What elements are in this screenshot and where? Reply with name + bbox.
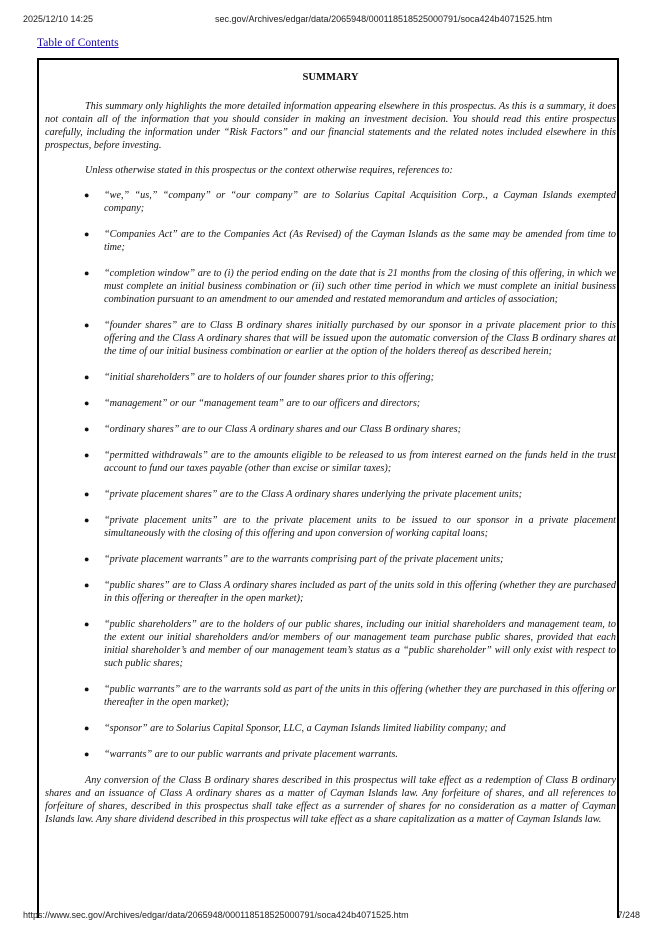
bullet-icon: ●	[84, 723, 90, 733]
definition-item	[45, 449, 616, 475]
page-number: 7/248	[617, 910, 640, 920]
definition-item	[45, 423, 616, 436]
bullet-icon: ●	[84, 268, 90, 278]
summary-section	[45, 68, 616, 838]
definition-text: “ordinary shares” are to our Class A ordinary shares and our Class B ordinary shares;	[104, 424, 461, 435]
bullet-icon: ●	[84, 749, 90, 759]
print-footer	[0, 910, 662, 924]
bullet-icon: ●	[84, 619, 90, 629]
bullet-icon: ●	[84, 580, 90, 590]
definition-text: “initial shareholders” are to holders of our founder shares prior to this offering;	[104, 372, 434, 383]
definition-item	[45, 267, 616, 306]
definition-text: “sponsor” are to Solarius Capital Sponsor, LLC, a Cayman Islands limited liability company; and	[104, 723, 506, 734]
print-header-url: sec.gov/Archives/edgar/data/2065948/000118518525000791/soca424b4071525.htm	[215, 14, 553, 24]
bullet-icon: ●	[84, 489, 90, 499]
bullet-icon: ●	[84, 515, 90, 525]
definition-item	[45, 514, 616, 540]
definition-text: “private placement shares” are to the Class A ordinary shares underlying the private placement units;	[104, 489, 523, 500]
print-datetime: 2025/12/10 14:25	[23, 14, 94, 24]
definition-text: “private placement warrants” are to the warrants comprising part of the private placement units;	[104, 554, 504, 565]
definition-text: “public warrants” are to the warrants sold as part of the units in this offering (whether they are purchased in this offering or thereafter in the open market);	[104, 684, 616, 708]
definition-item	[45, 228, 616, 254]
definition-text: “Companies Act” are to the Companies Act (As Revised) of the Cayman Islands as the same may be amended from time to time;	[104, 229, 616, 253]
bullet-icon: ●	[84, 190, 90, 200]
bullet-icon: ●	[84, 424, 90, 434]
bullet-icon: ●	[84, 684, 90, 694]
bullet-icon: ●	[84, 450, 90, 460]
bullet-icon: ●	[84, 398, 90, 408]
definition-text: “public shareholders” are to the holders of our public shares, including our initial shareholders and management team, to the extent our initial shareholders and/or members of our management team purchase public shares, provided that each initial shareholder’s and member of our management team’s status as a “public shareholder” will only exist with respect to such public shares;	[104, 619, 616, 669]
definition-item	[45, 319, 616, 358]
definition-text: “management” or our “management team” are to our officers and directors;	[104, 398, 421, 409]
definition-item	[45, 553, 616, 566]
definitions-list	[45, 189, 616, 761]
definition-item	[45, 722, 616, 735]
closing-paragraph: Any conversion of the Class B ordinary shares described in this prospectus will take effect as a redemption of Class B ordinary shares and an issuance of Class A ordinary shares as a matter of Cayman Islands law. Any forfeiture of shares, and all references to forfeiture of shares, described in this prospectus shall take effect as a surrender of shares for no consideration as a matter of Cayman Islands law. Any share dividend described in this prospectus will take effect as a share capitalization as a matter of Cayman Islands law.	[45, 775, 616, 825]
bullet-icon: ●	[84, 372, 90, 382]
definition-item	[45, 618, 616, 670]
definition-text: “permitted withdrawals” are to the amounts eligible to be released to us from interest earned on the funds held in the trust account to fund our taxes payable (other than excise or similar taxes);	[104, 450, 616, 474]
intro-paragraph: This summary only highlights the more detailed information appearing elsewhere in this prospectus. As this is a summary, it does not contain all of the information that you should consider in making an investment decision. You should read this entire prospectus carefully, including the information under “Risk Factors” and our financial statements and the related notes included elsewhere in this prospectus, before investing.	[45, 101, 616, 151]
references-lead-paragraph: Unless otherwise stated in this prospectus or the context otherwise requires, references to:	[85, 165, 453, 176]
definition-item	[45, 488, 616, 501]
print-header	[0, 14, 662, 28]
definition-item	[45, 397, 616, 410]
bullet-icon: ●	[84, 554, 90, 564]
definition-item	[45, 189, 616, 215]
section-title: SUMMARY	[302, 72, 359, 83]
print-footer-url: https://www.sec.gov/Archives/edgar/data/2065948/000118518525000791/soca424b4071525.htm	[23, 910, 409, 920]
definition-text: “we,” “us,” “company” or “our company” are to Solarius Capital Acquisition Corp., a Cayman Islands exempted company;	[104, 190, 616, 214]
bullet-icon: ●	[84, 320, 90, 330]
definition-text: “founder shares” are to Class B ordinary shares initially purchased by our sponsor in a private placement prior to this offering and the Class A ordinary shares that will be issued upon the automatic conversion of the Class B ordinary shares at the time of our initial business combination or earlier at the option of the holders thereof as described herein;	[104, 320, 616, 357]
bullet-icon: ●	[84, 229, 90, 239]
table-of-contents-link[interactable]: Table of Contents	[37, 37, 119, 49]
definition-item	[45, 748, 616, 761]
definition-item	[45, 683, 616, 709]
definition-text: “completion window” are to (i) the period ending on the date that is 21 months from the closing of this offering, in which we must complete an initial business combination or (ii) such other time period in which we must complete an initial business combination pursuant to an amendment to our amended and restated memorandum and articles of association;	[104, 268, 616, 305]
definition-item	[45, 579, 616, 605]
definition-text: “warrants” are to our public warrants and private placement warrants.	[104, 749, 398, 760]
definition-item	[45, 371, 616, 384]
definition-text: “public shares” are to Class A ordinary shares included as part of the units sold in this offering (whether they are purchased in this offering or thereafter in the open market);	[104, 580, 616, 604]
definition-text: “private placement units” are to the private placement units to be issued to our sponsor in a private placement simultaneously with the closing of this offering and upon conversion of working capital loans;	[104, 515, 616, 539]
